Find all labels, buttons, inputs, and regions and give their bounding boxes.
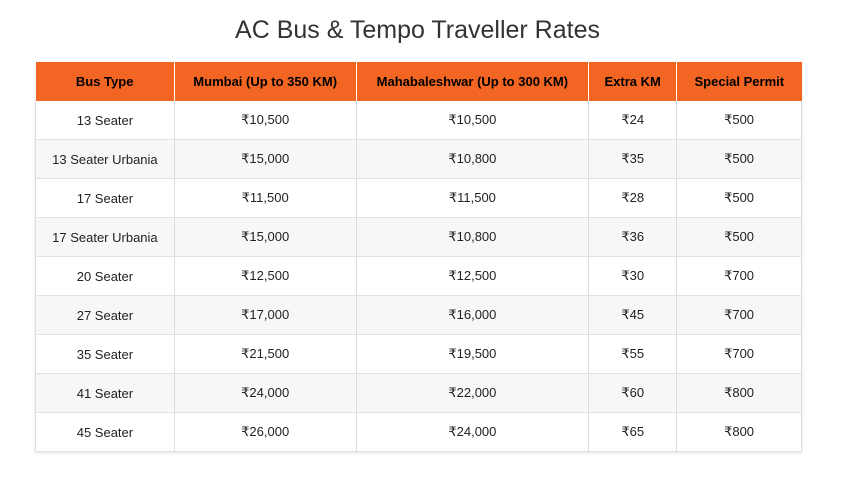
header-mumbai: Mumbai (Up to 350 KM) — [174, 62, 356, 101]
table-row — [36, 140, 802, 179]
cell-mahabaleshwar-rate: ₹11,500 — [356, 179, 589, 218]
table-row — [36, 413, 802, 452]
header-special-permit: Special Permit — [677, 62, 802, 101]
cell-bus-type: 17 Seater Urbania — [36, 218, 175, 257]
header-bus-type: Bus Type — [36, 62, 175, 101]
cell-mahabaleshwar-rate: ₹12,500 — [356, 257, 589, 296]
page-title: AC Bus & Tempo Traveller Rates — [235, 16, 600, 44]
cell-special-permit: ₹500 — [677, 101, 802, 140]
cell-bus-type: 20 Seater — [36, 257, 175, 296]
cell-mahabaleshwar-rate: ₹16,000 — [356, 296, 589, 335]
cell-mumbai-rate: ₹26,000 — [174, 413, 356, 452]
cell-special-permit: ₹700 — [677, 335, 802, 374]
cell-bus-type: 41 Seater — [36, 374, 175, 413]
cell-extra-km: ₹28 — [589, 179, 677, 218]
cell-mumbai-rate: ₹21,500 — [174, 335, 356, 374]
header-extra-km: Extra KM — [589, 62, 677, 101]
cell-mahabaleshwar-rate: ₹22,000 — [356, 374, 589, 413]
cell-mahabaleshwar-rate: ₹24,000 — [356, 413, 589, 452]
header-row — [36, 62, 802, 101]
cell-special-permit: ₹500 — [677, 140, 802, 179]
cell-mumbai-rate: ₹15,000 — [174, 140, 356, 179]
table-row — [36, 296, 802, 335]
cell-extra-km: ₹45 — [589, 296, 677, 335]
cell-mahabaleshwar-rate: ₹10,800 — [356, 218, 589, 257]
cell-bus-type: 13 Seater — [36, 101, 175, 140]
cell-bus-type: 27 Seater — [36, 296, 175, 335]
table-header — [36, 62, 802, 101]
cell-extra-km: ₹35 — [589, 140, 677, 179]
cell-mumbai-rate: ₹17,000 — [174, 296, 356, 335]
cell-extra-km: ₹30 — [589, 257, 677, 296]
cell-special-permit: ₹800 — [677, 413, 802, 452]
table-row — [36, 101, 802, 140]
rates-table — [35, 62, 802, 452]
cell-special-permit: ₹800 — [677, 374, 802, 413]
cell-extra-km: ₹55 — [589, 335, 677, 374]
cell-mumbai-rate: ₹10,500 — [174, 101, 356, 140]
cell-mahabaleshwar-rate: ₹19,500 — [356, 335, 589, 374]
table-row — [36, 179, 802, 218]
cell-bus-type: 35 Seater — [36, 335, 175, 374]
table-row — [36, 374, 802, 413]
cell-mumbai-rate: ₹12,500 — [174, 257, 356, 296]
cell-mahabaleshwar-rate: ₹10,800 — [356, 140, 589, 179]
cell-special-permit: ₹500 — [677, 218, 802, 257]
table-row — [36, 335, 802, 374]
cell-extra-km: ₹24 — [589, 101, 677, 140]
cell-extra-km: ₹60 — [589, 374, 677, 413]
cell-bus-type: 13 Seater Urbania — [36, 140, 175, 179]
cell-mumbai-rate: ₹11,500 — [174, 179, 356, 218]
cell-extra-km: ₹65 — [589, 413, 677, 452]
cell-mumbai-rate: ₹24,000 — [174, 374, 356, 413]
cell-special-permit: ₹500 — [677, 179, 802, 218]
header-mahabaleshwar: Mahabaleshwar (Up to 300 KM) — [356, 62, 589, 101]
cell-bus-type: 45 Seater — [36, 413, 175, 452]
cell-special-permit: ₹700 — [677, 296, 802, 335]
cell-mumbai-rate: ₹15,000 — [174, 218, 356, 257]
cell-extra-km: ₹36 — [589, 218, 677, 257]
cell-special-permit: ₹700 — [677, 257, 802, 296]
table-row — [36, 257, 802, 296]
table-body — [36, 101, 802, 452]
cell-bus-type: 17 Seater — [36, 179, 175, 218]
cell-mahabaleshwar-rate: ₹10,500 — [356, 101, 589, 140]
table-row — [36, 218, 802, 257]
